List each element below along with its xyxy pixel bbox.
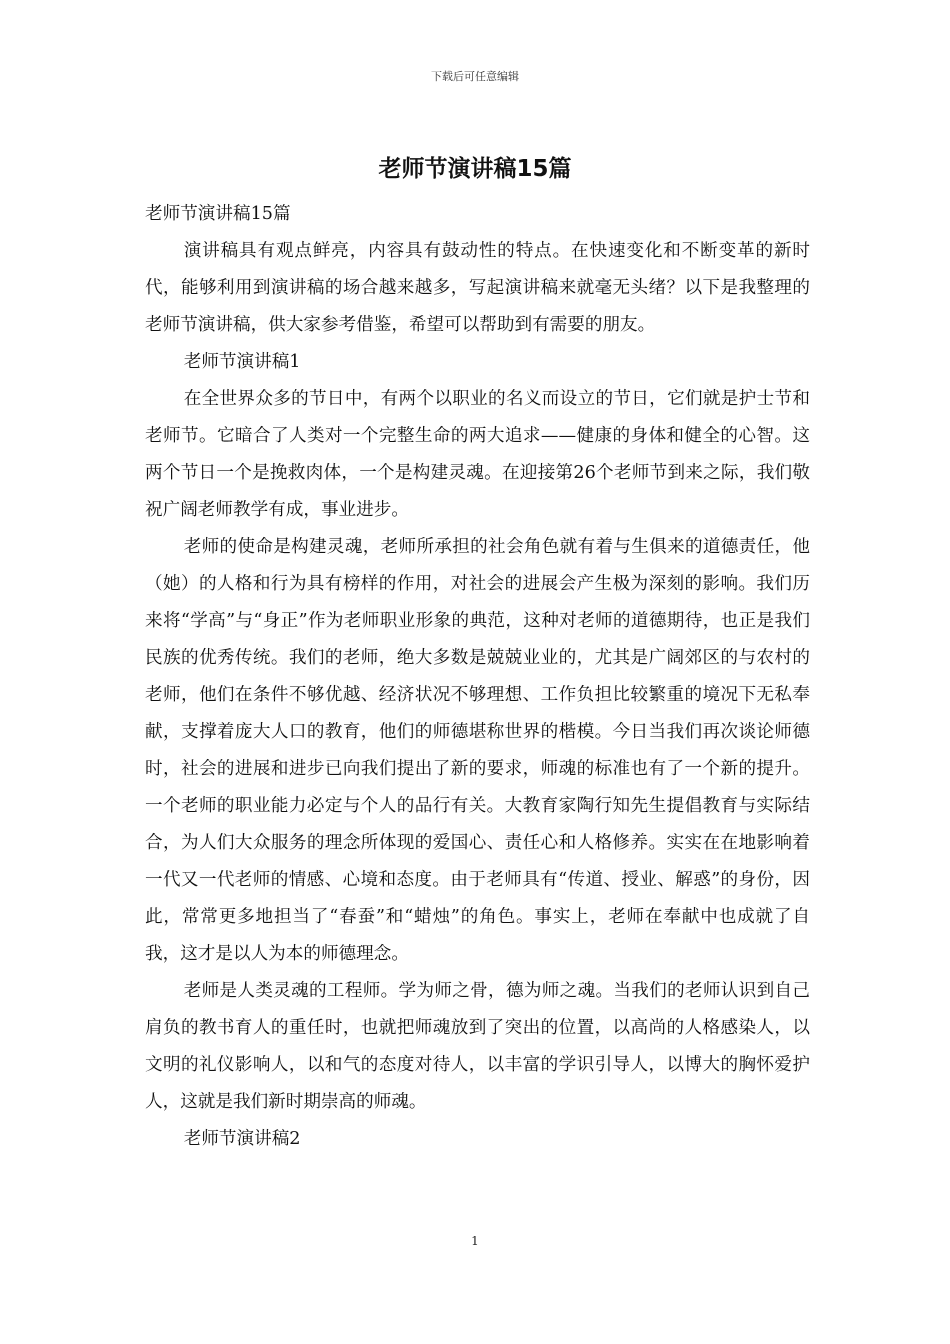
section-heading-2: 老师节演讲稿2 bbox=[183, 1129, 301, 1149]
document-title: 老师节演讲稿15篇 bbox=[378, 156, 572, 182]
document-body bbox=[145, 196, 810, 1158]
section-heading-1: 老师节演讲稿1 bbox=[183, 352, 301, 372]
document-subtitle: 老师节演讲稿15篇 bbox=[145, 204, 291, 224]
page-number: 1 bbox=[471, 1234, 479, 1248]
page-header-note: 下载后可任意编辑 bbox=[431, 70, 519, 83]
intro-paragraph: 演讲稿具有观点鲜亮，内容具有鼓动性的特点。在快速变化和不断变革的新时代，能够利用到演讲稿的场合越来越多，写起演讲稿来就毫无头绪？以下是我整理的老师节演讲稿，供大家参考借鉴，希望可以帮助到有需要的朋友。 bbox=[145, 241, 810, 335]
body-paragraph: 老师是人类灵魂的工程师。学为师之骨，德为师之魂。当我们的老师认识到自己肩负的教书育人的重任时，也就把师魂放到了突出的位置，以高尚的人格感染人，以文明的礼仪影响人，以和气的态度对待人，以丰富的学识引导人，以博大的胸怀爱护人，这就是我们新时期崇高的师魂。 bbox=[145, 981, 810, 1112]
body-paragraph: 在全世界众多的节日中，有两个以职业的名义而设立的节日，它们就是护士节和老师节。它暗合了人类对一个完整生命的两大追求——健康的身体和健全的心智。这两个节日一个是挽救肉体，一个是构建灵魂。在迎接第26个老师节到来之际，我们敬祝广阔老师教学有成，事业进步。 bbox=[145, 389, 810, 520]
body-paragraph: 老师的使命是构建灵魂，老师所承担的社会角色就有着与生俱来的道德责任，他（她）的人格和行为具有榜样的作用，对社会的进展会产生极为深刻的影响。我们历来将“学高”与“身正”作为老师职业形象的典范，这种对老师的道德期待，也正是我们民族的优秀传统。我们的老师，绝大多数是兢兢业业的，尤其是广阔郊区的与农村的老师，他们在条件不够优越、经济状况不够理想、工作负担比较繁重的境况下无私奉献，支撑着庞大人口的教育，他们的师德堪称世界的楷模。今日当我们再次谈论师德时，社会的进展和进步已向我们提出了新的要求，师魂的标准也有了一个新的提升。一个老师的职业能力必定与个人的品行有关。大教育家陶行知先生提倡教育与实际结合，为人们大众服务的理念所体现的爱国心、责任心和人格修养。实实在在地影响着一代又一代老师的情感、心境和态度。由于老师具有“传道、授业、解惑”的身份，因此，常常更多地担当了“春蚕”和“蜡烛”的角色。事实上，老师在奉献中也成就了自我，这才是以人为本的师德理念。 bbox=[145, 537, 810, 964]
